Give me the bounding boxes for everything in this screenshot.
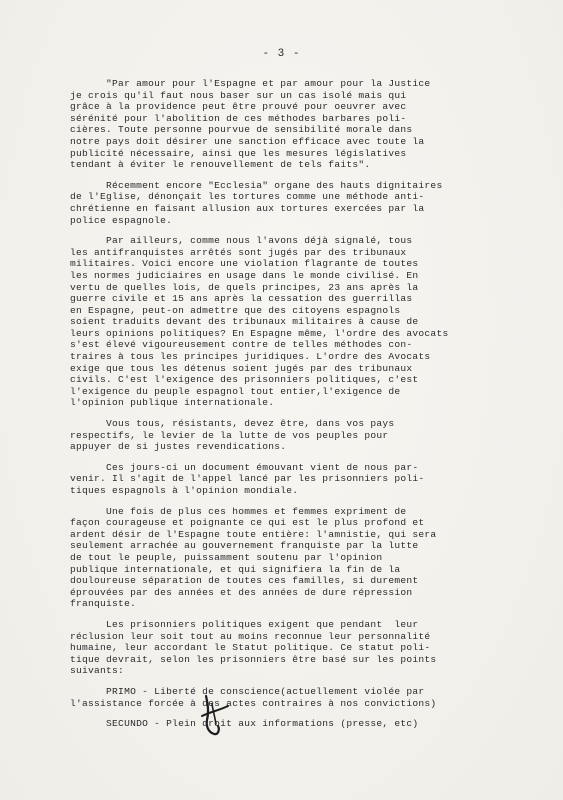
text-line: publicité nécessaire, ainsi que les mesures législatives <box>70 147 407 159</box>
text-line: appuyer de si justes revendications. <box>70 441 287 453</box>
text-line: SECUNDO - Plein droit aux informations (presse, etc) <box>70 718 419 730</box>
text-line: Une fois de plus ces hommes et femmes expriment de <box>70 505 407 517</box>
text-line: guerre civile et 15 ans après la cessation des guerrillas <box>70 293 413 305</box>
text-line: douloureuse séparation de toutes ces familles, si durement <box>70 575 419 587</box>
text-line: exige que tous les détenus soient jugés par des tribunaux <box>70 362 413 374</box>
document-body <box>70 78 542 739</box>
text-line: tendant à éviter le renouvellement de tels faits". <box>70 159 371 171</box>
text-line: les normes judiciaires en usage dans le monde civilisé. En <box>70 269 419 281</box>
text-line: police espagnole. <box>70 214 173 226</box>
paragraph <box>70 718 542 730</box>
text-line: seulement arrachée au gouvernement franquiste par la lutte <box>70 540 419 552</box>
paragraph <box>70 78 542 171</box>
text-line: humaine, leur accordant le Statut politique. Ce statut poli- <box>70 642 431 654</box>
handwritten-signature-icon <box>198 690 234 738</box>
text-line: Par ailleurs, comme nous l'avons déjà signalé, tous <box>70 235 413 247</box>
text-line: tiques espagnols à l'opinion mondiale. <box>70 485 299 496</box>
text-line: les antifranquistes arrêtés sont jugés par des tribunaux <box>70 246 407 258</box>
page-number: - 3 - <box>262 48 301 60</box>
paragraph <box>70 235 542 409</box>
text-line: traires à tous les principes juridiques. L'ordre des Avocats <box>70 351 431 363</box>
text-line: Récemment encore "Ecclesia" organe des hauts dignitaires <box>70 179 443 191</box>
text-line: franquiste. <box>70 598 137 610</box>
text-line: suivants: <box>70 665 125 677</box>
text-line: soient traduits devant des tribunaux militaires à cause de <box>70 316 419 328</box>
text-line: vertu de quelles lois, de quels principes, 23 ans après la <box>70 281 419 293</box>
text-line: s'est élevé vigoureusement contre de telles méthodes con- <box>70 339 413 351</box>
text-line: ardent désir de l'Espagne toute entière: l'amnistie, qui sera <box>70 528 437 540</box>
text-line: chrétienne en faisant allusion aux tortures exercées par la <box>70 202 425 214</box>
text-line: tique devrait, selon les prisonniers être basé sur les points <box>70 653 437 665</box>
text-line: notre pays doit désirer une sanction efficace avec toute la <box>70 135 425 147</box>
text-line: respectifs, le levier de la lutte de vos peuples pour <box>70 429 389 441</box>
text-line: leurs opinions politiques? En Espagne même, l'ordre des avocats <box>70 327 449 339</box>
text-line: "Par amour pour l'Espagne et par amour pour la Justice <box>70 78 431 89</box>
text-line: publique internationale, et qui signifiera la fin de la <box>70 563 401 575</box>
paragraph <box>70 686 542 709</box>
text-line: PRIMO - Liberté de conscience(actuellement violée par <box>70 685 425 697</box>
text-line: réclusion leur soit tout au moins reconnue leur personnalité <box>70 630 431 642</box>
paragraph <box>70 180 542 226</box>
paragraph <box>70 418 542 453</box>
text-line: Vous tous, résistants, devez être, dans vos pays <box>70 418 395 430</box>
text-line: Ces jours-ci un document émouvant vient de nous par- <box>70 461 419 473</box>
text-line: venir. Il s'agit de l'appel lancé par les prisonniers poli- <box>70 473 425 485</box>
paragraph <box>70 506 542 610</box>
paragraph <box>70 462 542 497</box>
text-line: je crois qu'il faut nous baser sur un cas isolé mais qui <box>70 89 407 101</box>
text-line: l'opinion publique internationale. <box>70 397 275 409</box>
text-line: civils. C'est l'exigence des prisonniers politiques, c'est <box>70 374 419 386</box>
text-line: en Espagne, peut-on admettre que des citoyens espagnols <box>70 304 401 316</box>
text-line: éprouvées par des années et des années de dure répression <box>70 586 413 598</box>
text-line: de tout le peuple, puissamment soutenu par l'opinion <box>70 551 383 563</box>
paragraph <box>70 619 542 677</box>
text-line: cières. Toute personne pourvue de sensibilité morale dans <box>70 124 413 136</box>
text-line: l'exigence du peuple espagnol tout entier,l'exigence de <box>70 385 401 397</box>
text-line: Les prisonniers politiques exigent que pendant leur <box>70 618 419 630</box>
text-line: grâce à la providence peut être prouvé pour oeuvrer avec <box>70 101 407 113</box>
text-line: sérénité pour l'abolition de ces méthodes barbares poli- <box>70 112 407 124</box>
text-line: militaires. Voici encore une violation flagrante de toutes <box>70 258 419 270</box>
text-line: de l'Eglise, dénonçait les tortures comme une méthode anti- <box>70 191 425 203</box>
text-line: l'assistance forcée à des actes contraires à nos convictions) <box>70 697 437 709</box>
text-line: façon courageuse et poignante ce qui est le plus profond et <box>70 517 425 529</box>
